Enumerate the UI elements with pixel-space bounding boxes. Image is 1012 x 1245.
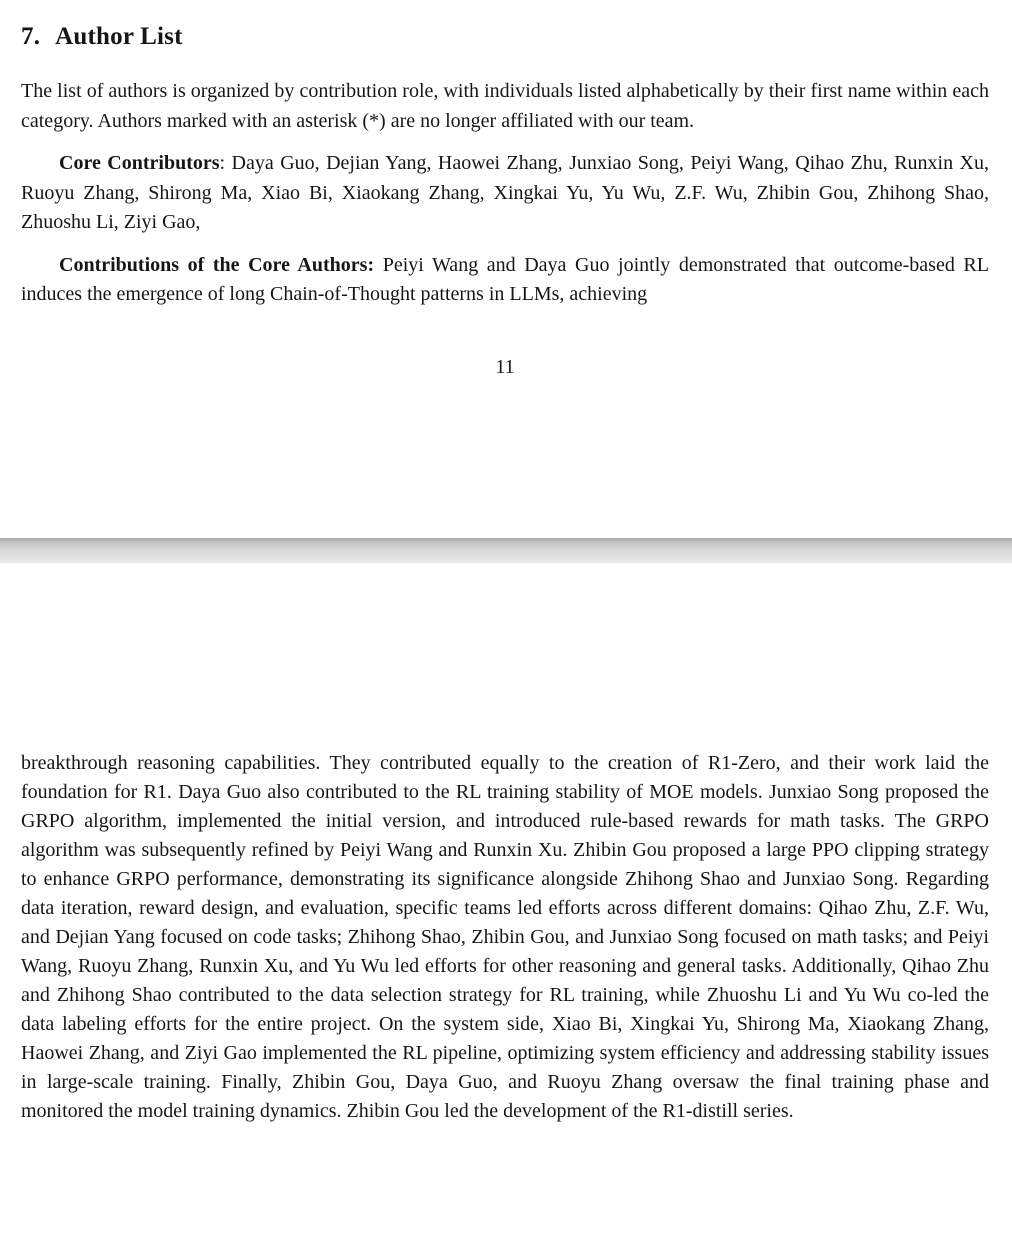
document-viewport xyxy=(0,23,1012,1245)
intro-paragraph xyxy=(21,77,989,136)
page-break-separator xyxy=(0,538,1012,563)
contributions-label: Contributions of the Core Authors: xyxy=(59,253,375,276)
core-contributors-paragraph xyxy=(21,149,989,238)
continuation-text: breakthrough reasoning capabilities. They contributed equally to the creation of R1-Zero, and their work laid the foundation for R1. Daya Guo also contributed to the RL training stability of MOE models. Junxiao Song proposed the GRPO algorithm, implemented the initial version, and introduced rule-based rewards for math tasks. The GRPO algorithm was subsequently refined by Peiyi Wang and Runxin Xu. Zhibin Gou proposed a large PPO clipping strategy to enhance GRPO performance, demonstrating its significance alongside Zhihong Shao and Junxiao Song. Regarding data iteration, reward design, and evaluation, specific teams led efforts across different domains: Qihao Zhu, Z.F. Wu, and Dejian Yang focused on code tasks; Zhihong Shao, Zhibin Gou, and Junxiao Song focused on math tasks; and Peiyi Wang, Ruoyu Zhang, Runxin Xu, and Yu Wu led efforts for other reasoning and general tasks. Additionally, Qihao Zhu and Zhihong Shao contributed to the data selection strategy for RL training, while Zhuoshu Li and Yu Wu co-led the data labeling efforts for the entire project. On the system side, Xiao Bi, Xingkai Yu, Shirong Ma, Xiaokang Zhang, Haowei Zhang, and Ziyi Gao implemented the RL pipeline, optimizing system efficiency and addressing stability issues in large-scale training. Finally, Zhibin Gou, Daya Guo, and Ruoyu Zhang oversaw the final training phase and monitored the model training dynamics. Zhibin Gou led the development of the R1-distill series. xyxy=(21,752,989,1122)
contributions-paragraph xyxy=(21,251,989,310)
section-title: Author List xyxy=(55,23,183,50)
page-12 xyxy=(0,563,1012,1126)
continuation-paragraph xyxy=(21,749,989,1126)
contributions-text: Peiyi Wang and Daya Guo jointly demonstrated that outcome-based RL induces the emergence of long Chain-of-Thought patterns in LLMs, achieving xyxy=(21,253,989,305)
section-number: 7. xyxy=(21,23,41,50)
core-contributors-text: : Daya Guo, Dejian Yang, Haowei Zhang, Junxiao Song, Peiyi Wang, Qihao Zhu, Runxin Xu, Ruoyu Zhang, Shirong Ma, Xiao Bi, Xiaokang Zhang, Xingkai Yu, Yu Wu, Z.F. Wu, Zhibin Gou, Zhihong Shao, Zhuoshu Li, Ziyi Gao, xyxy=(21,152,990,233)
intro-text: The list of authors is organized by contribution role, with individuals listed alphabetically by their first name within each category. Authors marked with an asterisk (*) are no longer affiliated with our team. xyxy=(21,80,989,132)
section-heading xyxy=(21,23,989,51)
core-contributors-label: Core Contributors xyxy=(59,152,220,174)
page-11 xyxy=(0,23,1012,538)
page-number: 11 xyxy=(495,355,515,378)
